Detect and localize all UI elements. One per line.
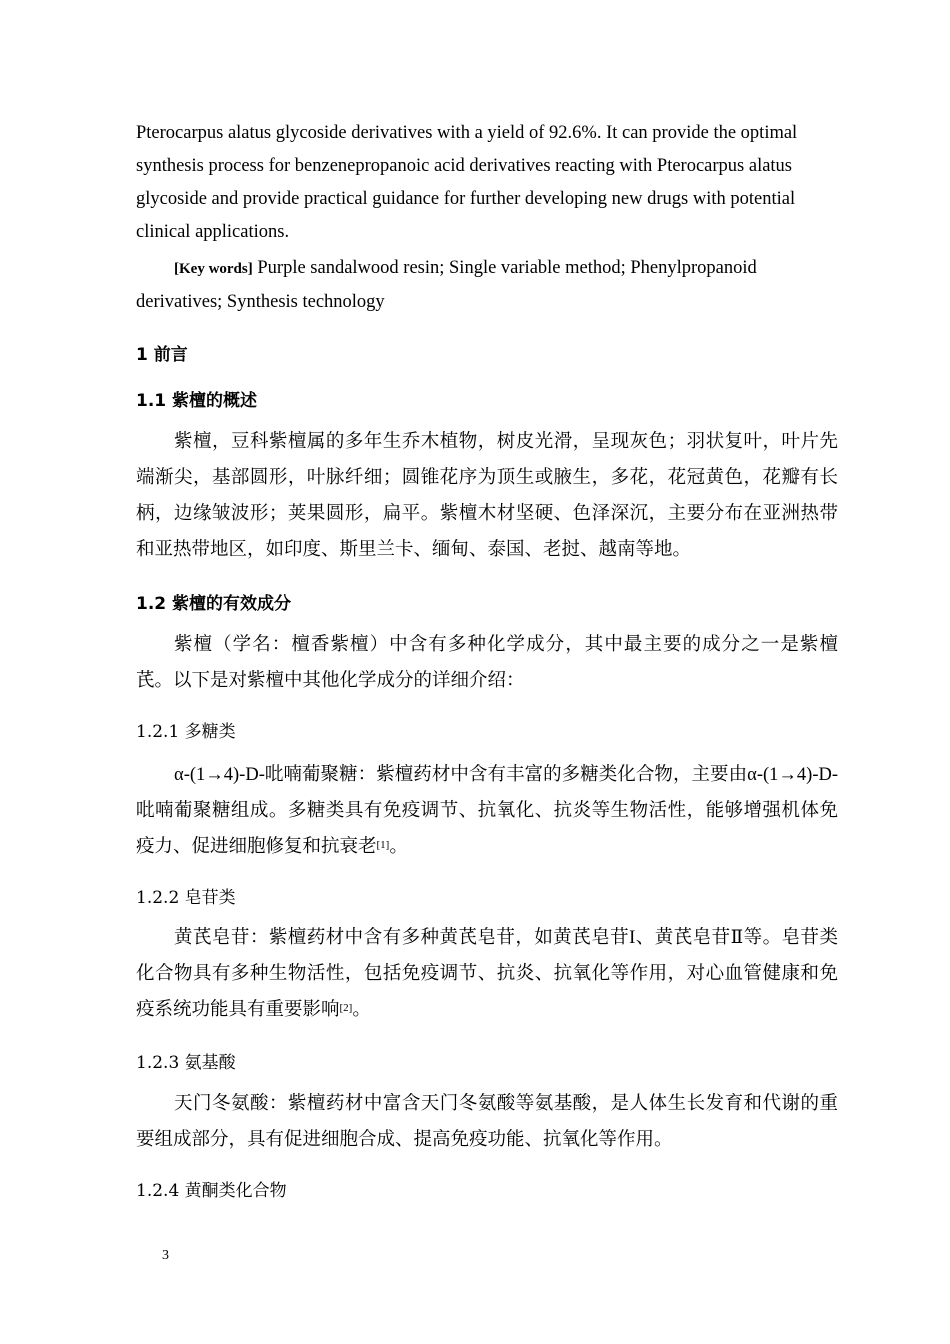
section-1-1-paragraph: 紫檀，豆科紫檀属的多年生乔木植物，树皮光滑，呈现灰色；羽状复叶，叶片先端渐尖，基部圆形，叶脉纤细；圆锥花序为顶生或腋生，多花，花冠黄色，花瓣有长柄，边缘皱波形；荚果圆形，扁平。紫檀木材坚硬、色泽深沉，主要分布在亚洲热带和亚热带地区，如印度、斯里兰卡、缅甸、泰国、老挝、越南等地。: [136, 432, 838, 560]
section-heading-1-1: 1.1 紫檀的概述: [136, 391, 258, 411]
section-1-2-1-tail: 。: [389, 837, 408, 857]
section-heading-1-2-3: 1.2.3 氨基酸: [136, 1053, 236, 1073]
section-heading-1-2-1: 1.2.1 多糖类: [136, 722, 236, 742]
page-number: 3: [162, 1248, 169, 1263]
citation-ref-2: [2]: [339, 1002, 353, 1014]
section-heading-1-2: 1.2 紫檀的有效成分: [136, 594, 292, 614]
keywords-text: Purple sandalwood resin; Single variable method; Phenylpropanoid derivatives; Synthesis technology: [136, 258, 757, 312]
keywords-paragraph: [136, 252, 838, 319]
section-1-2-1-paragraph: [136, 757, 838, 865]
citation-ref-1: [1]: [376, 839, 390, 851]
keywords-label: [Key words]: [174, 261, 253, 277]
section-1-2-2-text: 黄芪皂苷：紫檀药材中含有多种黄芪皂苷，如黄芪皂苷I、黄芪皂苷Ⅱ等。皂苷类化合物具有多种生物活性，包括免疫调节、抗炎、抗氧化等作用，对心血管健康和免疫系统功能具有重要影响: [136, 928, 838, 1020]
section-1-2-paragraph: 紫檀（学名：檀香紫檀）中含有多种化学成分，其中最主要的成分之一是紫檀芪。以下是对紫檀中其他化学成分的详细介绍：: [136, 635, 838, 691]
section-heading-1: 1 前言: [136, 345, 188, 365]
section-1-2-2-tail: 。: [352, 1000, 371, 1020]
section-1-2-3-paragraph: 天门冬氨酸：紫檀药材中富含天门冬氨酸等氨基酸，是人体生长发育和代谢的重要组成部分，具有促进细胞合成、提高免疫功能、抗氧化等作用。: [136, 1094, 838, 1150]
section-heading-1-2-2: 1.2.2 皂苷类: [136, 888, 236, 908]
abstract-paragraph-end: Pterocarpus alatus glycoside derivatives with a yield of 92.6%. It can provide the optimal synthesis process for benzenepropanoic acid derivatives reacting with Pterocarpus alatus glycoside and provide practical guidance for further developing new drugs with potential clinical applications.: [136, 123, 798, 242]
section-1-2-2-paragraph: [136, 920, 838, 1028]
section-heading-1-2-4: 1.2.4 黄酮类化合物: [136, 1181, 287, 1201]
section-1-2-1-text: α-(1→4)-D-吡喃葡聚糖：紫檀药材中含有丰富的多糖类化合物，主要由α-(1→4)-D-吡喃葡聚糖组成。多糖类具有免疫调节、抗氧化、抗炎等生物活性，能够增强机体免疫力、促进细胞修复和抗衰老: [136, 765, 838, 857]
